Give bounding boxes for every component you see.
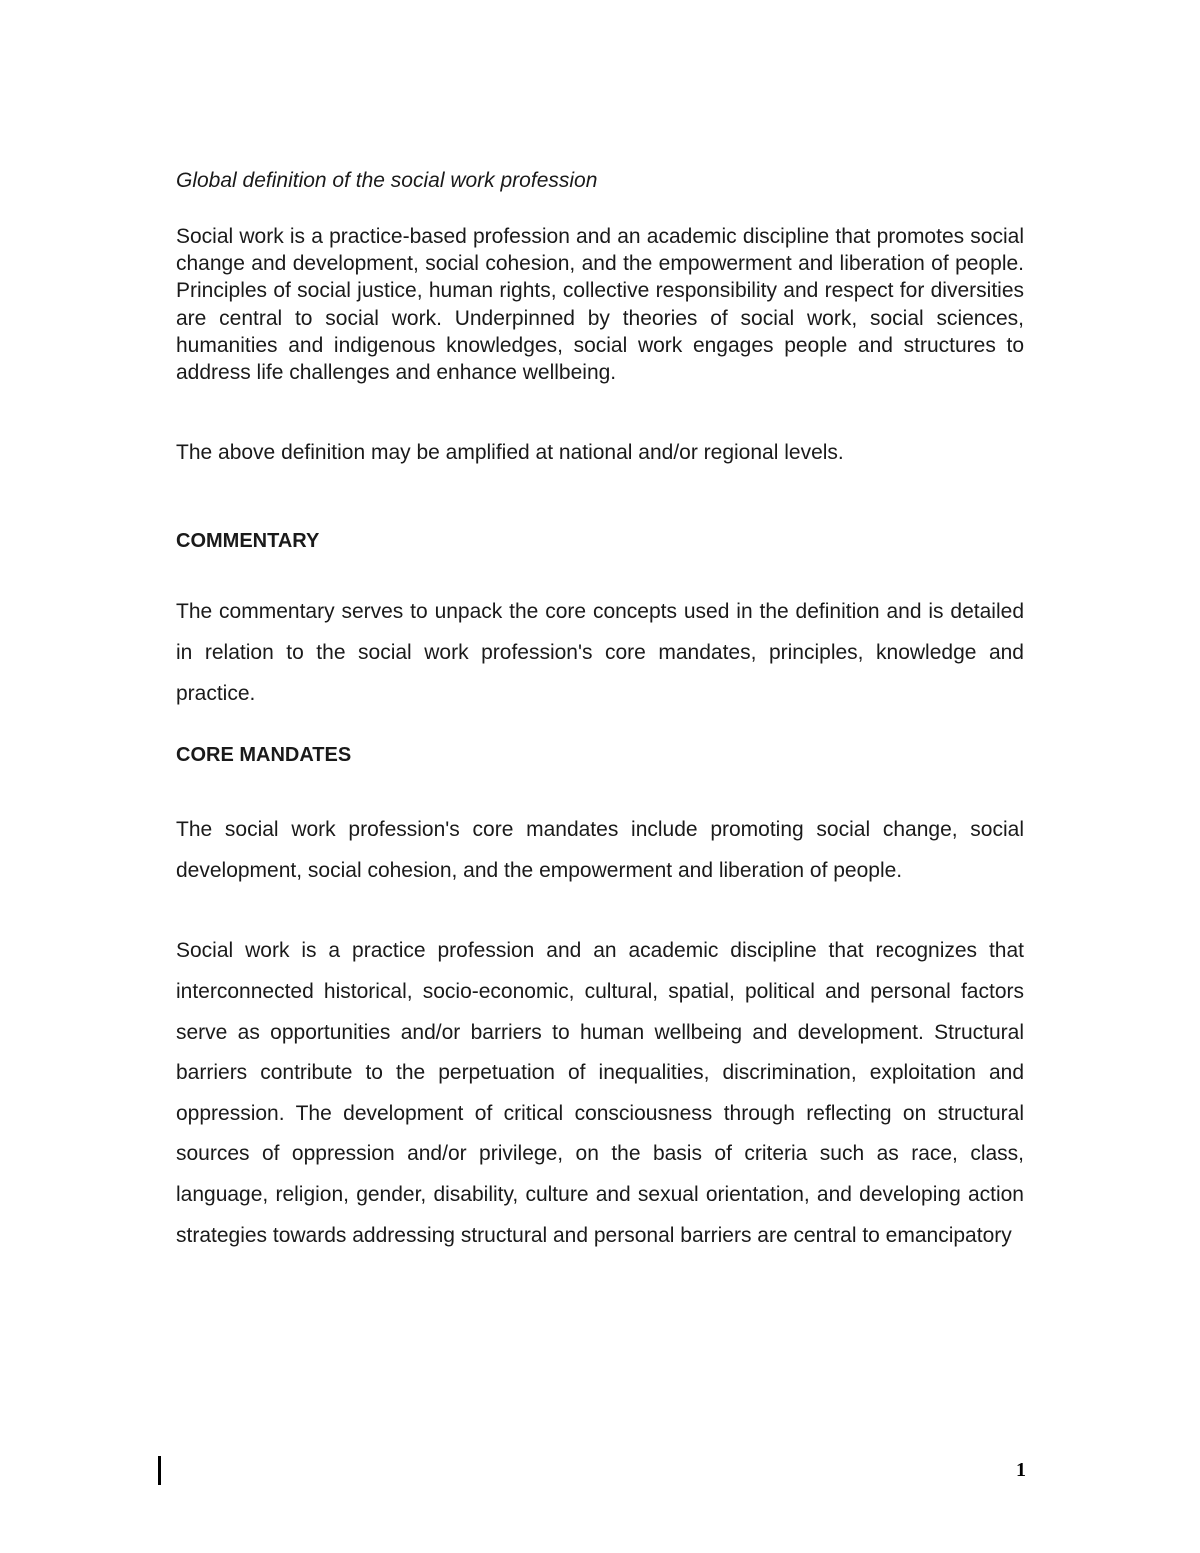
amplification-note: The above definition may be amplified at national and/or regional levels. — [176, 441, 844, 465]
core-mandates-paragraph-1: The social work profession's core mandates include promoting social change, social development, social cohesion, and the empowerment and liberation of people. — [176, 818, 1024, 882]
commentary-heading: COMMENTARY — [176, 530, 320, 553]
definition-paragraph: Social work is a practice-based profession and an academic discipline that promotes social change and development, social cohesion, and the empowerment and liberation of people. Principles of social justice, human rights, collective responsibility and respect for diversities are central to social work. Underpinned by theories of social work, social sciences, humanities and indigenous knowledges, social work engages people and structures to address life challenges and enhance wellbeing. — [176, 225, 1024, 385]
document-title: Global definition of the social work profession — [176, 169, 598, 192]
core-mandates-heading: CORE MANDATES — [176, 744, 352, 767]
commentary-paragraph: The commentary serves to unpack the core concepts used in the definition and is detailed in relation to the social work profession's core mandates, principles, knowledge and practice. — [176, 600, 1024, 705]
page-content — [176, 166, 1024, 1256]
core-mandates-paragraph-2: Social work is a practice profession and an academic discipline that recognizes that interconnected historical, socio-economic, cultural, spatial, political and personal factors serve as opportunities and/or barriers to human wellbeing and development. Structural barriers contribute to the perpetuation of inequalities, discrimination, exploitation and oppression. The development of critical consciousness through reflecting on structural sources of oppression and/or privilege, on the basis of criteria such as race, class, language, religion, gender, disability, culture and sexual orientation, and developing action strategies towards addressing structural and personal barriers are central to emancipatory — [176, 939, 1024, 1247]
revision-change-bar — [158, 1456, 161, 1485]
page-number: 1 — [1016, 1459, 1026, 1481]
